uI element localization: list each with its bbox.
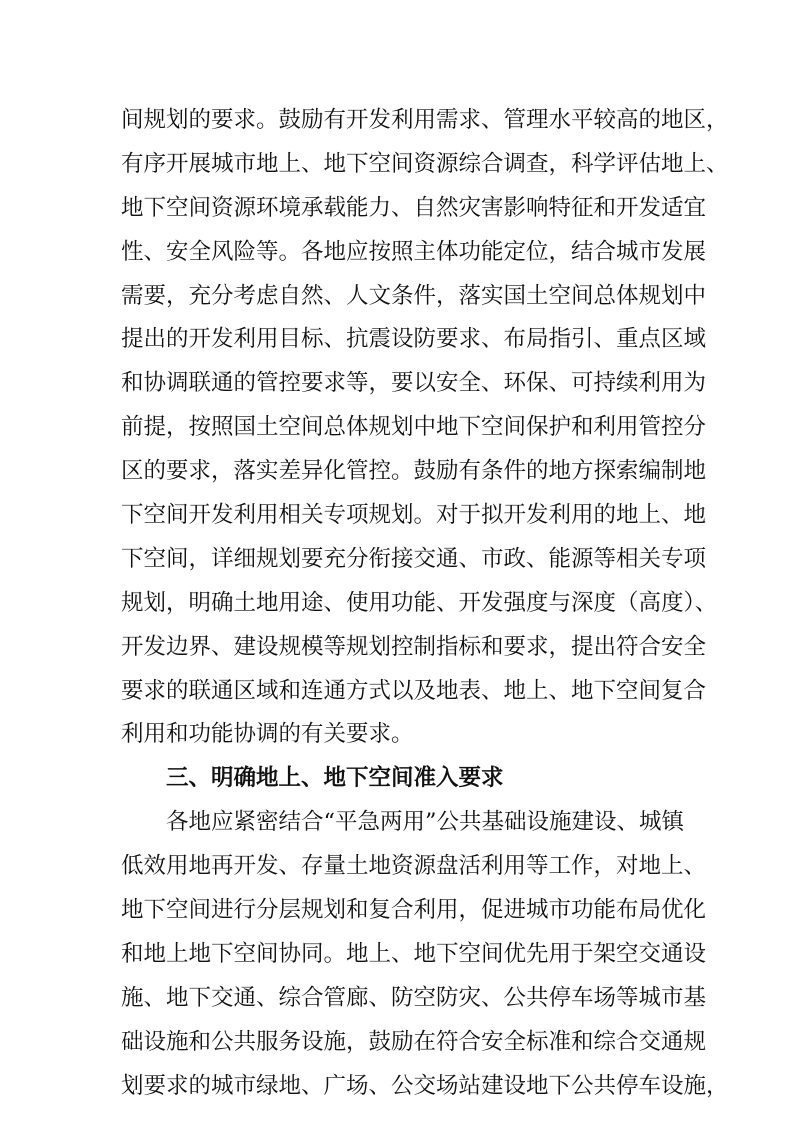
text-line: 低效用地再开发、存量土地资源盘活利用等工作，对地上、 <box>121 853 707 880</box>
text-line: 间规划的要求。鼓励有开发利用需求、管理水平较高的地区， <box>121 107 729 133</box>
text-line: 要求的联通区域和连通方式以及地表、地上、地下空间复合 <box>121 677 707 704</box>
text-line: 有序开展城市地上、地下空间资源综合调查，科学评估地上、 <box>121 150 729 177</box>
text-line: 下空间开发利用相关专项规划。对于拟开发利用的地上、地 <box>121 502 707 529</box>
text-line: 区的要求，落实差异化管控。鼓励有条件的地方探索编制地 <box>121 458 707 485</box>
text-line: 规划，明确土地用途、使用功能、开发强度与深度（高度）、 <box>121 589 718 616</box>
text-line: 各地应紧密结合“平急两用”公共基础设施建设、城镇 <box>166 809 685 836</box>
text-line: 需要，充分考虑自然、人文条件，落实国土空间总体规划中 <box>121 282 707 309</box>
text-line: 和地上地下空间协同。地上、地下空间优先用于架空交通设 <box>121 940 707 967</box>
text-line: 性、安全风险等。各地应按照主体功能定位，结合城市发展 <box>121 238 707 265</box>
text-line: 和协调联通的管控要求等，要以安全、环保、可持续利用为 <box>121 370 707 397</box>
text-line: 开发边界、建设规模等规划控制指标和要求，提出符合安全 <box>121 633 707 660</box>
text-line: 下空间，详细规划要充分衔接交通、市政、能源等相关专项 <box>121 545 707 572</box>
paragraph-planning-requirements <box>121 99 729 757</box>
document-page <box>121 99 729 1108</box>
section-heading: 三、明确地上、地下空间准入要求 <box>166 765 504 792</box>
text-line: 础设施和公共服务设施，鼓励在符合安全标准和综合交通规 <box>121 1028 707 1055</box>
text-line: 利用和功能协调的有关要求。 <box>121 721 414 748</box>
text-line: 施、地下交通、综合管廊、防空防灾、公共停车场等城市基 <box>121 984 707 1011</box>
text-line: 地下空间资源环境承载能力、自然灾害影响特征和开发适宜 <box>121 194 707 221</box>
text-line: 划要求的城市绿地、广场、公交场站建设地下公共停车设施， <box>121 1072 729 1099</box>
paragraph-access-requirements <box>121 801 729 1108</box>
text-line: 前提，按照国土空间总体规划中地下空间保护和利用管控分 <box>121 414 707 441</box>
text-line: 提出的开发利用目标、抗震设防要求、布局指引、重点区域 <box>121 326 707 353</box>
text-line: 地下空间进行分层规划和复合利用，促进城市功能布局优化 <box>121 897 707 924</box>
